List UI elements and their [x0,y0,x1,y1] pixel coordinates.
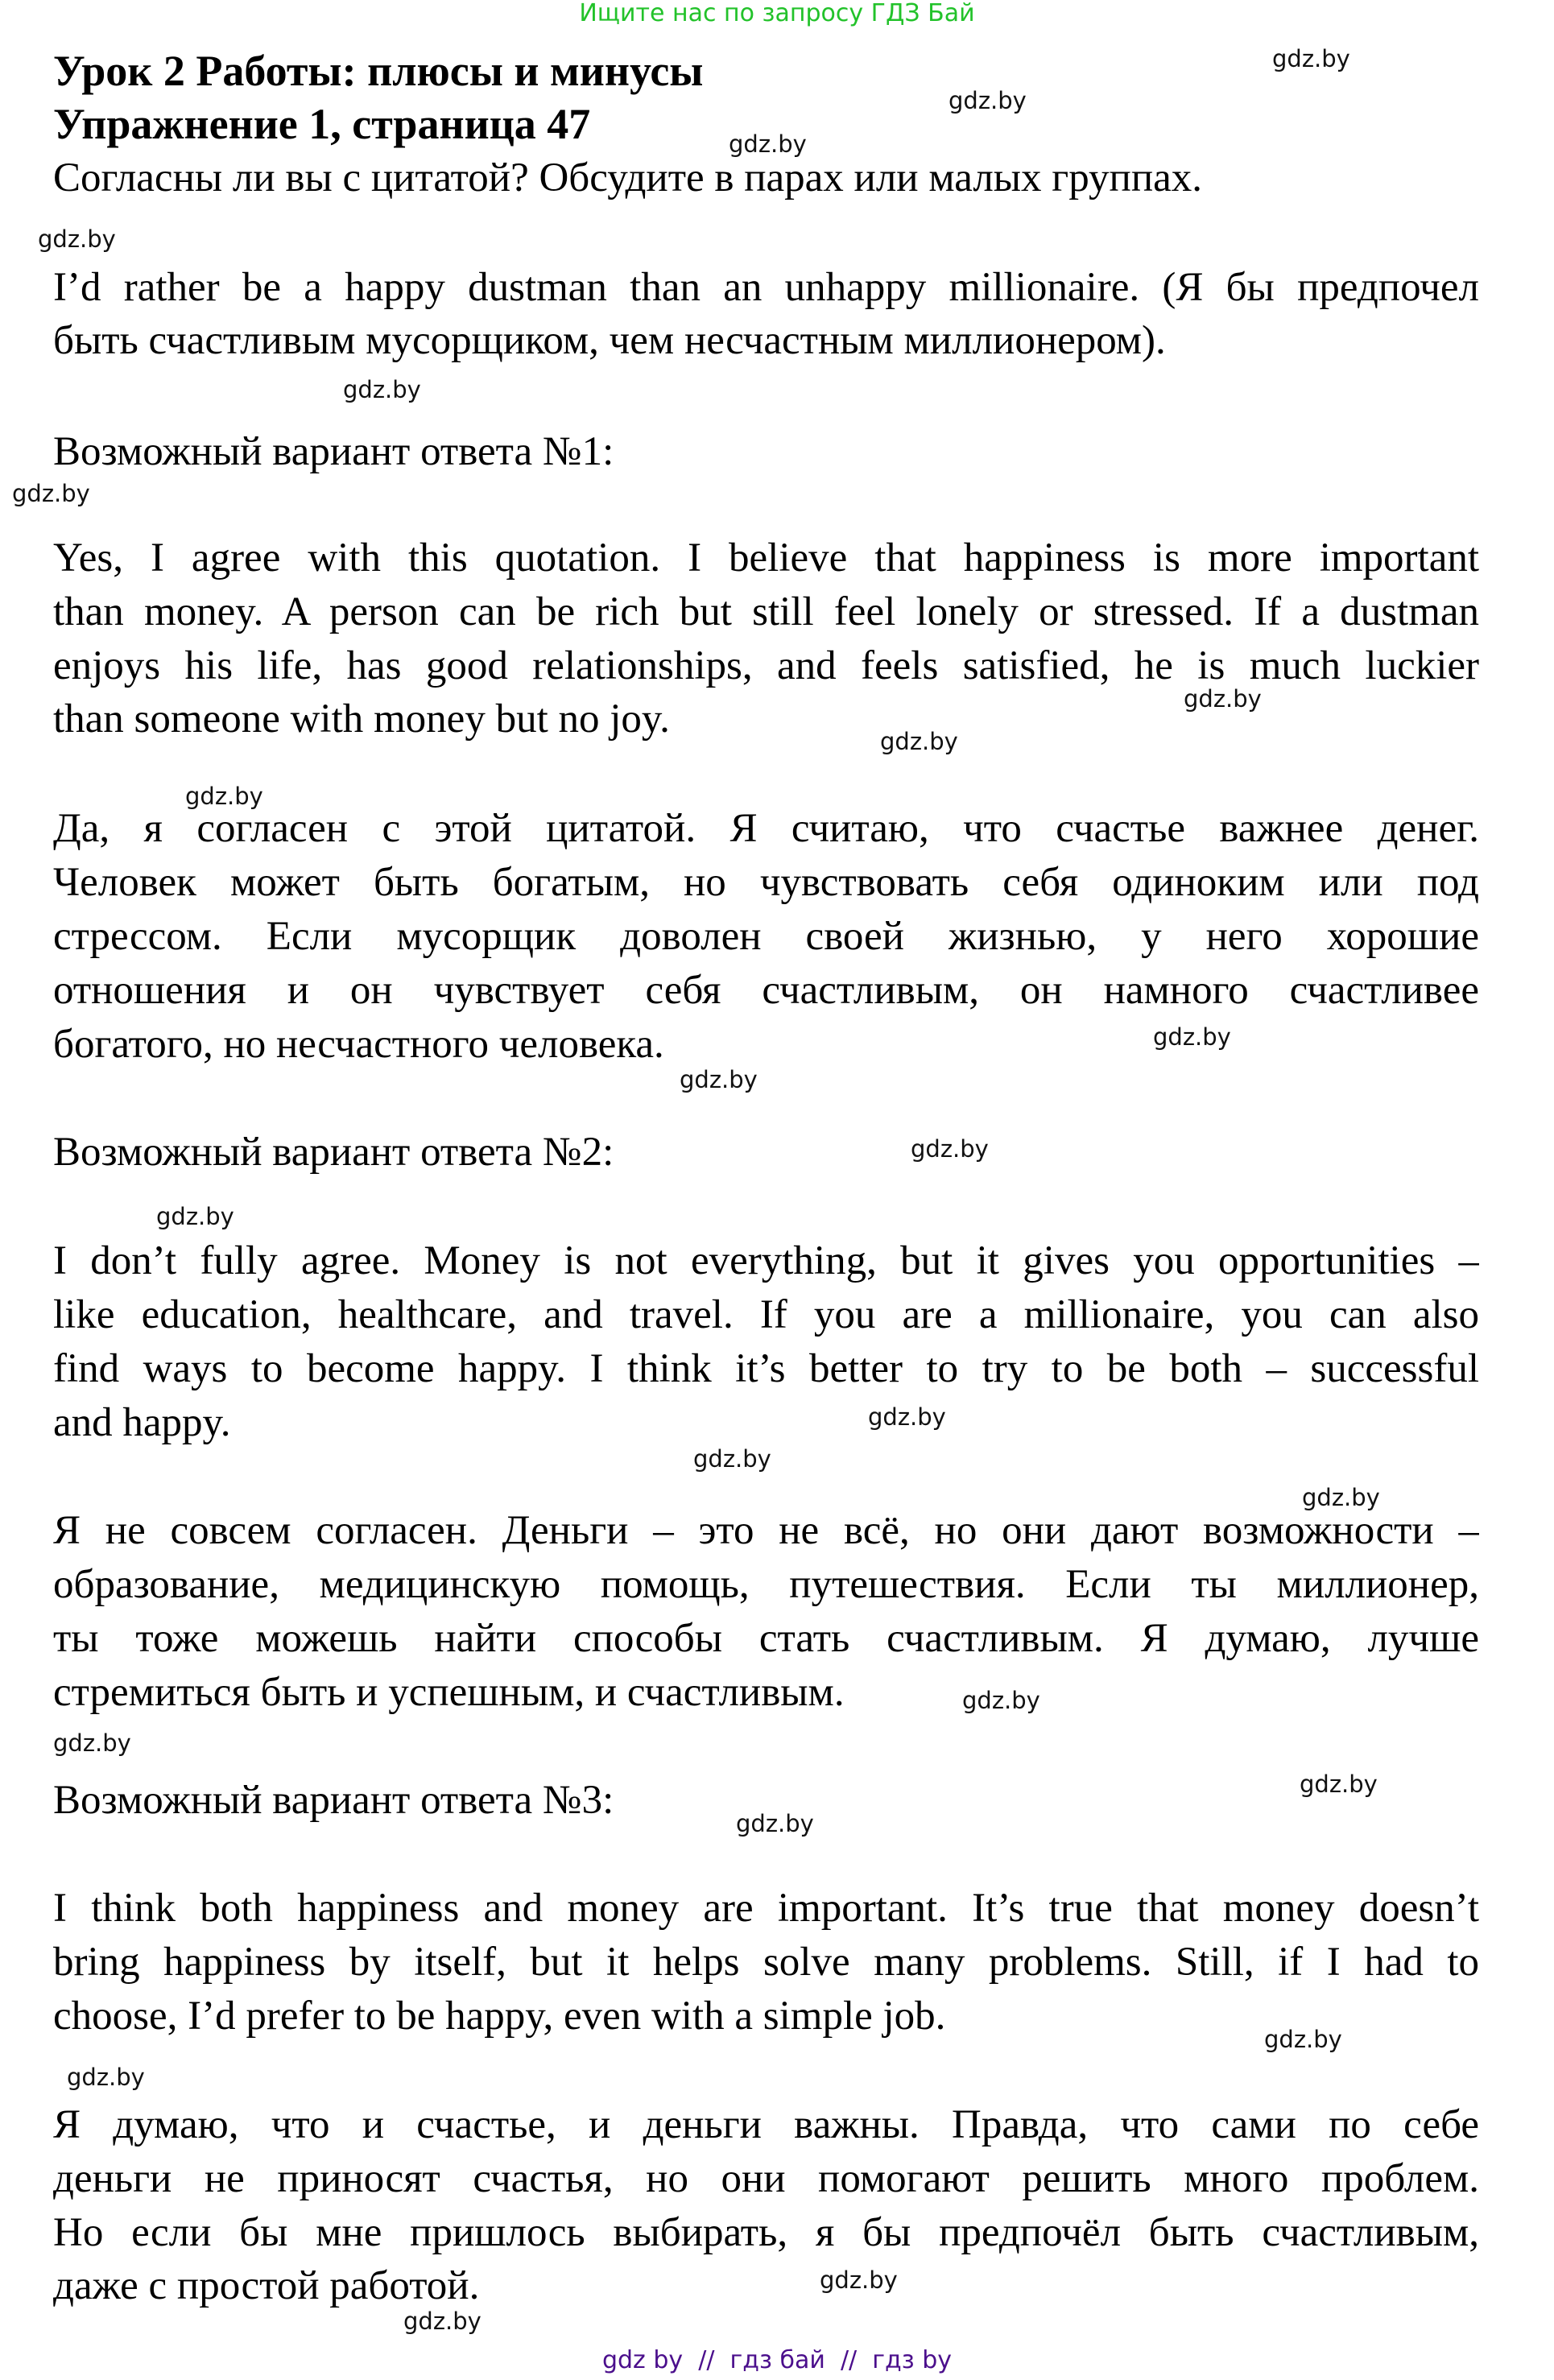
answer-russian-line: Да, я согласен с этой цитатой. Я считаю, что счастье важнее денег. [53,806,1479,851]
task-instruction: Согласны ли вы с цитатой? Обсудите в парах или малых группах. [53,155,1203,200]
footer-links[interactable]: gdz by // гдз бай // гдз by [601,2346,953,2374]
answer-russian-line: Я не совсем согласен. Деньги – это не всё, но они дают возможности – [53,1508,1479,1553]
answer-english-line: bring happiness by itself, but it helps solve many problems. Still, if I had to [53,1940,1479,1985]
watermark: gdz.by [343,376,421,403]
quote-line: I’d rather be a happy dustman than an unhappy millionaire. (Я бы предпочел [53,265,1479,310]
answer-english-line: choose, I’d prefer to be happy, even with a simple job. [53,1994,946,2039]
answer-russian-line: даже с простой работой. [53,2263,480,2308]
lesson-title: Урок 2 Работы: плюсы и минусы [53,47,704,95]
watermark: gdz.by [820,2266,898,2294]
watermark: gdz.by [911,1135,989,1163]
answer-russian-line: Человек может быть богатым, но чувствовать себя одиноким или под [53,860,1479,905]
watermark: gdz.by [403,2308,481,2335]
answer-english-line: and happy. [53,1400,231,1445]
watermark: gdz.by [1153,1023,1231,1051]
watermark: gdz.by [1302,1484,1380,1511]
answer-russian-line: отношения и он чувствует себя счастливым, он намного счастливее [53,968,1479,1013]
answer-english-line: than money. A person can be rich but still feel lonely or stressed. If a dustman [53,589,1479,634]
watermark: gdz.by [1264,2026,1342,2053]
answer-label: Возможный вариант ответа №2: [53,1130,614,1175]
watermark: gdz.by [868,1403,946,1431]
watermark: gdz.by [1272,45,1350,72]
watermark: gdz.by [949,87,1027,114]
answer-russian-line: ты тоже можешь найти способы стать счастливым. Я думаю, лучше [53,1616,1479,1661]
watermark: gdz.by [1300,1771,1378,1798]
answer-english-line: find ways to become happy. I think it’s better to try to be both – successful [53,1346,1479,1391]
answer-russian-line: богатого, но несчастного человека. [53,1022,664,1067]
watermark: gdz.by [1184,685,1262,713]
answer-english-line: Yes, I agree with this quotation. I believe that happiness is more important [53,535,1479,581]
answer-russian-line: деньги не приносят счастья, но они помогают решить много проблем. [53,2156,1479,2201]
watermark: gdz.by [53,1729,131,1757]
exercise-title: Упражнение 1, страница 47 [53,100,591,148]
answer-russian-line: образование, медицинскую помощь, путешествия. Если ты миллионер, [53,1562,1479,1607]
answer-english-line: than someone with money but no joy. [53,696,670,742]
watermark: gdz.by [12,480,90,507]
answer-russian-line: стрессом. Если мусорщик доволен своей жизнью, у него хорошие [53,914,1479,959]
watermark: gdz.by [38,225,116,253]
answer-russian-line: Я думаю, что и счастье, и деньги важны. Правда, что сами по себе [53,2102,1479,2147]
answer-label: Возможный вариант ответа №1: [53,429,614,474]
watermark: gdz.by [880,728,958,755]
search-banner[interactable]: Ищите нас по запросу ГДЗ Бай [579,0,975,27]
answer-russian-line: Но если бы мне пришлось выбирать, я бы предпочёл быть счастливым, [53,2210,1479,2255]
watermark: gdz.by [156,1203,234,1230]
watermark: gdz.by [693,1445,771,1473]
watermark: gdz.by [185,783,263,810]
watermark: gdz.by [729,130,807,158]
answer-english-line: like education, healthcare, and travel. If you are a millionaire, you can also [53,1292,1479,1337]
watermark: gdz.by [736,1810,814,1837]
watermark: gdz.by [680,1066,758,1093]
watermark: gdz.by [67,2064,145,2091]
answer-english-line: enjoys his life, has good relationships, and feels satisfied, he is much luckier [53,643,1479,688]
quote-line: быть счастливым мусорщиком, чем несчастным миллионером). [53,318,1166,363]
watermark: gdz.by [962,1687,1040,1714]
answer-label: Возможный вариант ответа №3: [53,1778,614,1823]
answer-english-line: I don’t fully agree. Money is not everything, but it gives you opportunities – [53,1238,1479,1283]
answer-russian-line: стремиться быть и успешным, и счастливым. [53,1670,845,1715]
answer-english-line: I think both happiness and money are important. It’s true that money doesn’t [53,1886,1479,1931]
